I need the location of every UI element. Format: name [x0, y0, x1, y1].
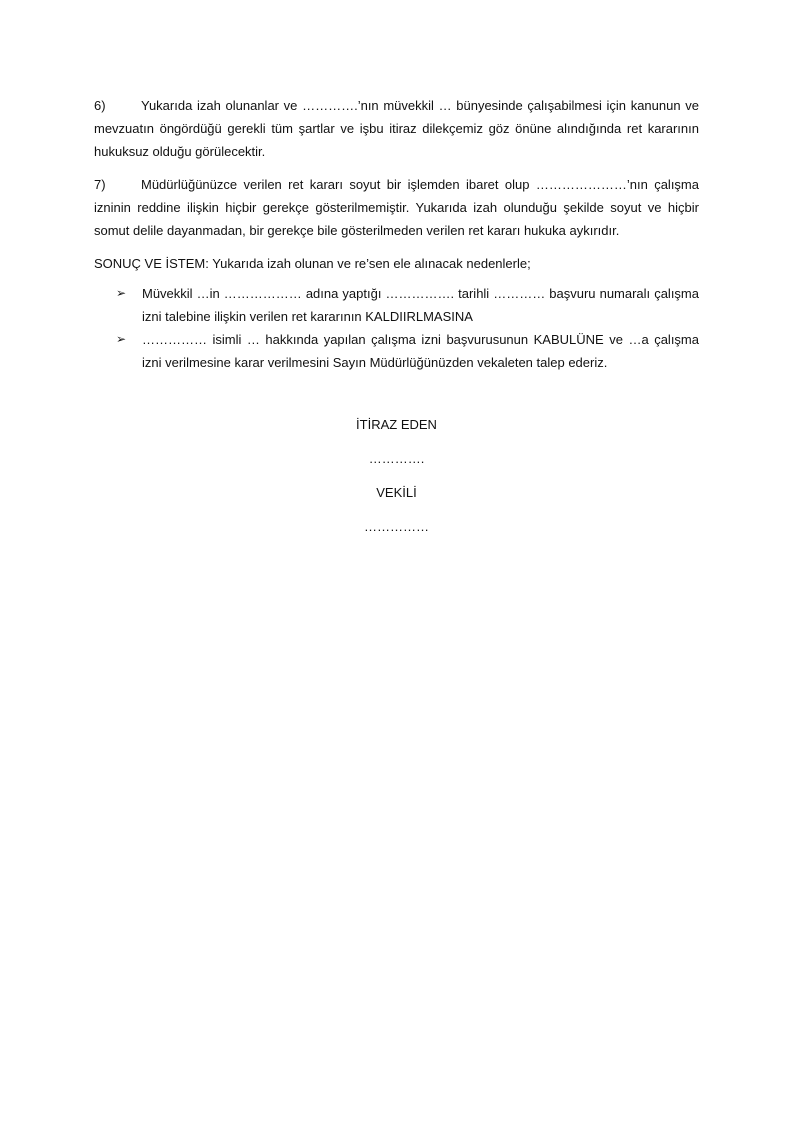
signature-name-blank: …………. [368, 451, 425, 466]
list-item-text: …………… isimli … hakkında yapılan çalışma izni başvurusunun KABULÜNE ve …a çalışma izni verilmesine karar verilmesini Sayın Müdürlüğünüzden vekaleten talep ederiz. [142, 332, 699, 370]
arrow-bullet-icon: ➢ [116, 286, 127, 300]
paragraph-text: Yukarıda izah olunanlar ve ………….’nın müvekkil … bünyesinde çalışabilmesi için kanunun ve mevzuatın öngördüğü gerekli tüm şartlar ve işbu itiraz dilekçemiz göz önüne alındığında ret kararının hukuksuz olduğu görülecektir. [94, 98, 699, 159]
list-item [94, 282, 699, 328]
paragraph-text: Müdürlüğünüzce verilen ret kararı soyut bir işlemden ibaret olup …………………’nın çalışma izninin reddine ilişkin hiçbir gerekçe gösterilmemiştir. Yukarıda izah olunduğu şekilde soyut ve hiçbir somut delile dayanmadan, bir gerekçe bile gösterilmeden verilen ret kararı hukuka aykırıdır. [94, 177, 699, 238]
paragraph-number: 7) [94, 177, 106, 192]
document-body [94, 94, 699, 550]
paragraph-7 [94, 173, 699, 242]
signature-title: İTİRAZ EDEN [356, 417, 437, 432]
list-item-text: Müvekkil …in ……………… adına yaptığı ……………. tarihli ………… başvuru numaralı çalışma izni talebine ilişkin verilen ret kararının KALDIIRLMASINA [142, 286, 699, 324]
paragraph-6 [94, 94, 699, 163]
arrow-bullet-icon: ➢ [116, 332, 127, 346]
signature-role-blank: …………… [364, 519, 429, 534]
signature-role: VEKİLİ [376, 485, 417, 500]
list-item [94, 328, 699, 374]
paragraph-number: 6) [94, 98, 106, 113]
conclusion-heading: SONUÇ VE İSTEM: Yukarıda izah olunan ve re’sen ele alınacak nedenlerle; [94, 256, 531, 271]
signature-block [94, 414, 699, 538]
request-list [94, 282, 699, 374]
